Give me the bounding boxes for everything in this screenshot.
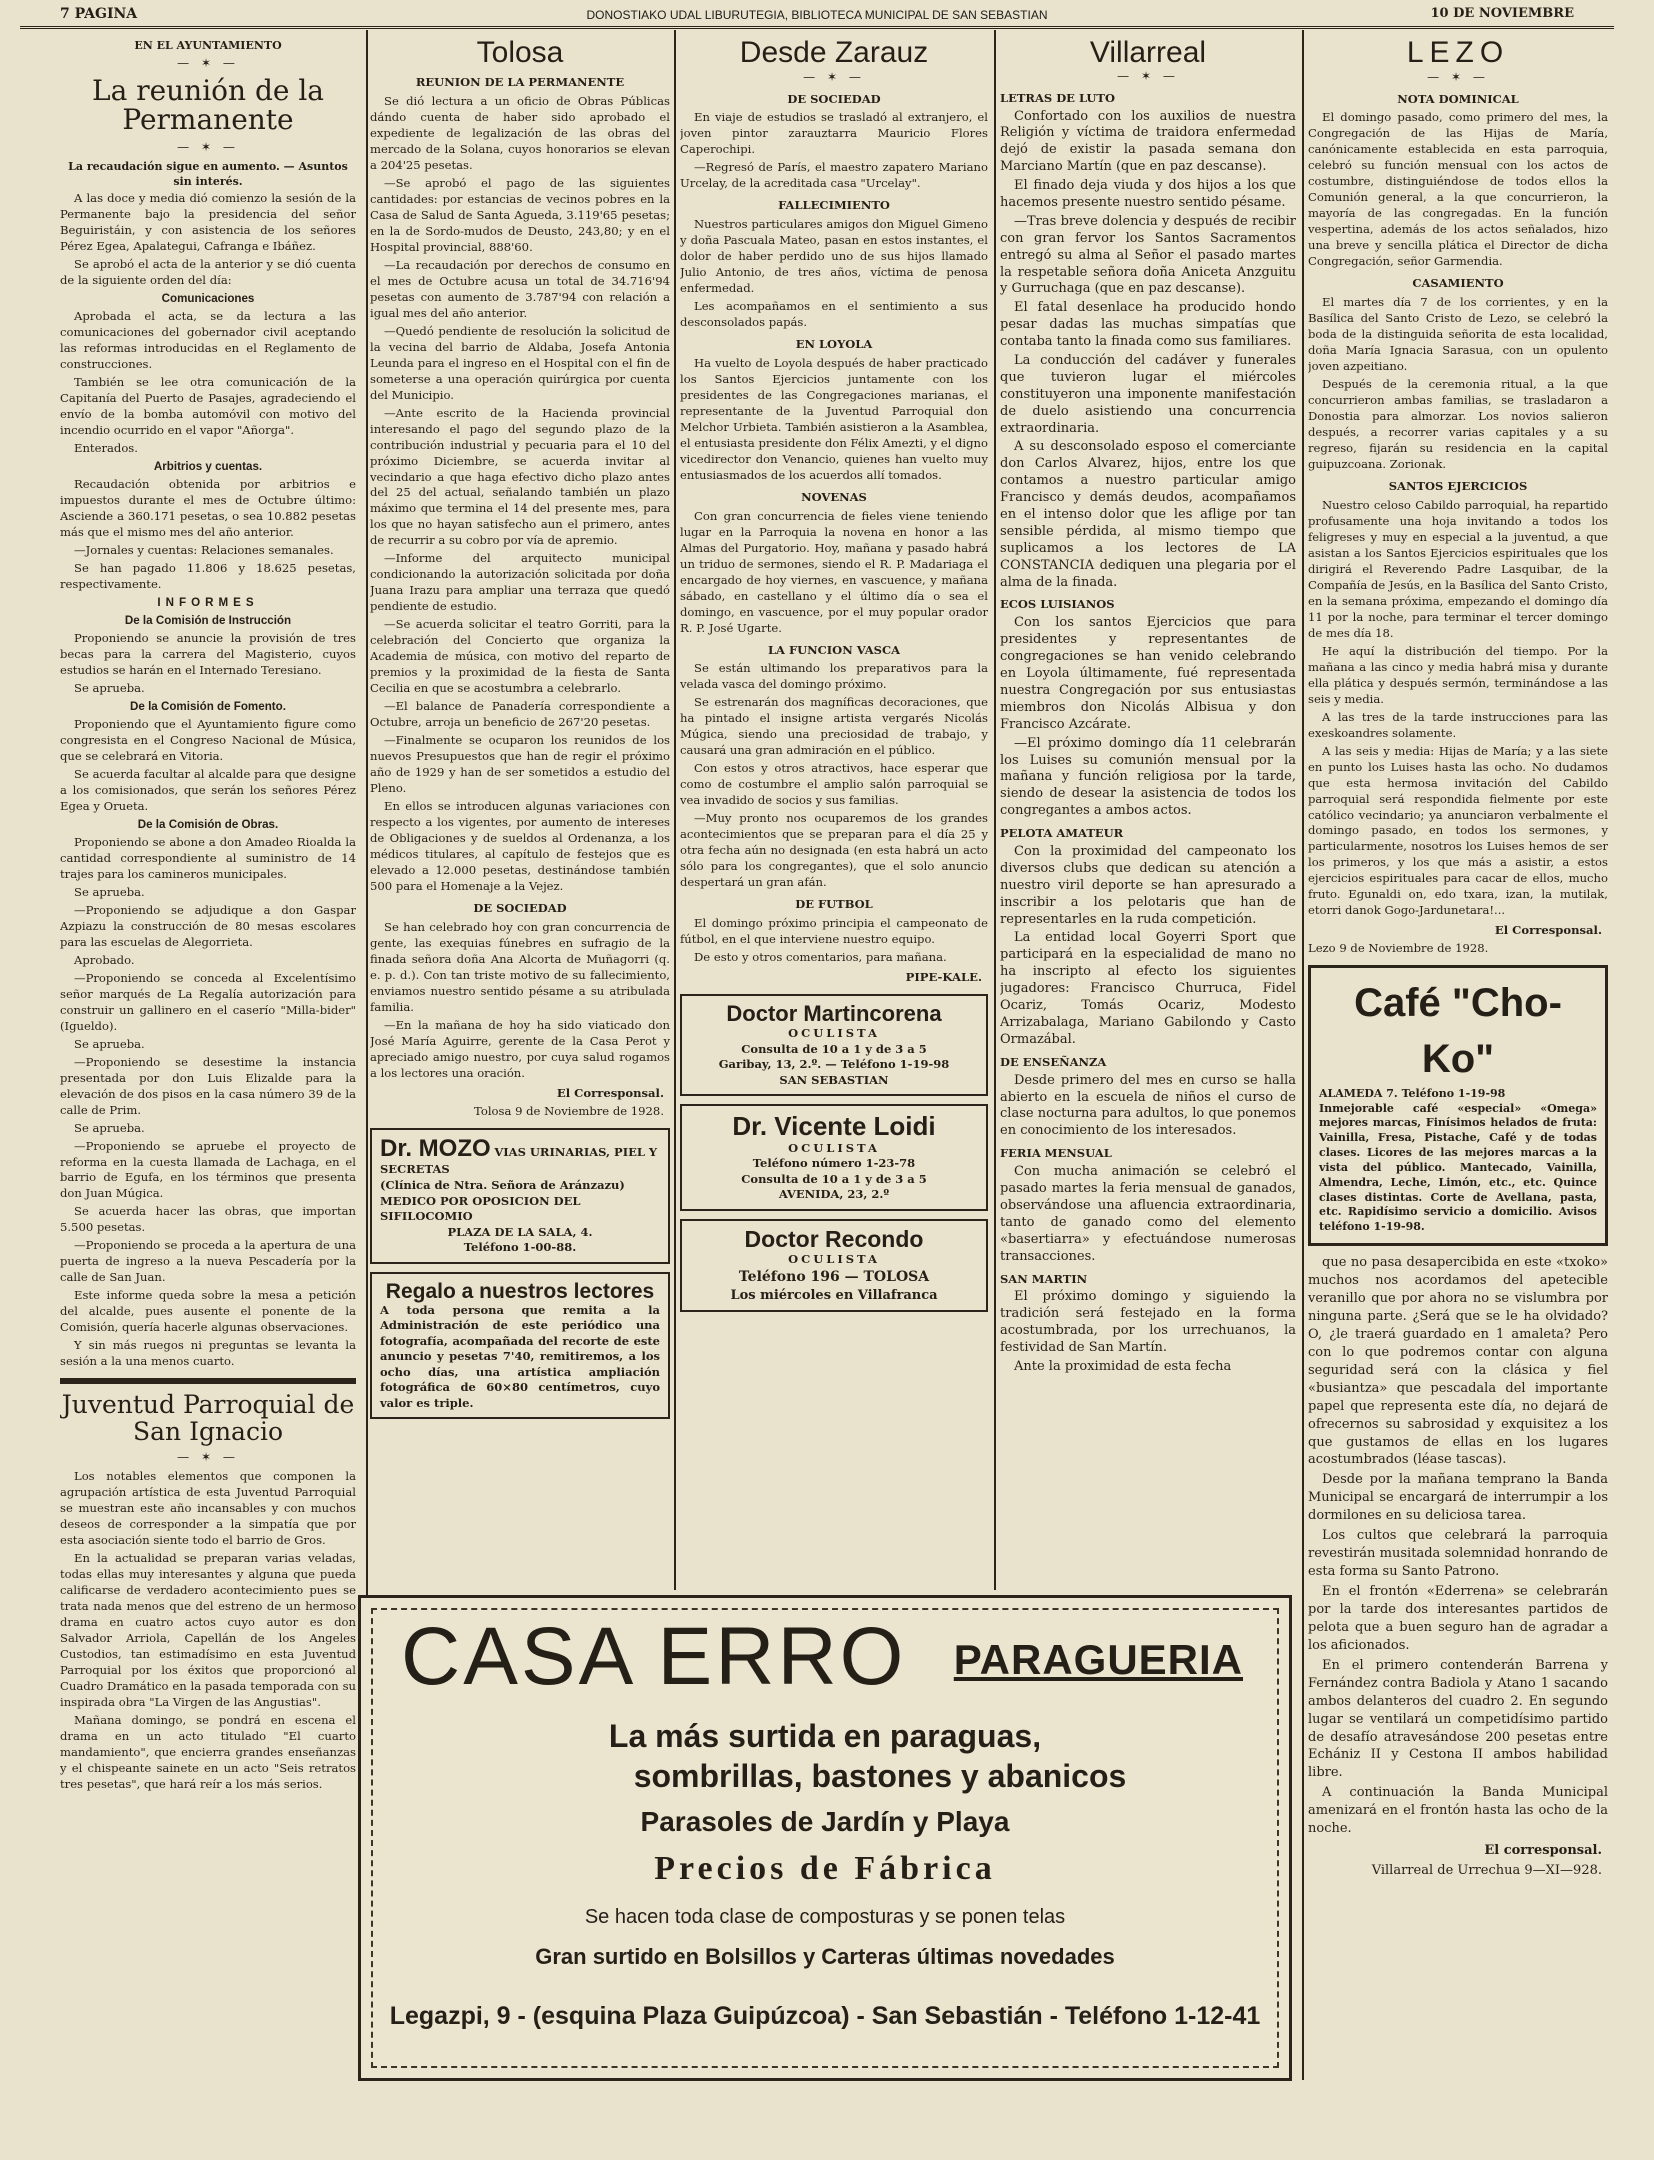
paragraph: A las doce y media dió comienzo la sesión de la Permanente bajo la presidencia del señor Beguiristáin, y con asistencia de los señores Pérez Egea, Apalategui, Cafranga e Ibáñez. bbox=[60, 191, 356, 254]
ornament: — ✶ — bbox=[803, 70, 865, 84]
paragraph: En ellos se introducen algunas variaciones con respecto a los vigentes, por aumento de intereses de Obligaciones y de sueldos al Ordenanza, a los médicos titulares, al capítulo de festejos que es elevado a 12.000 pesetas, destinándose también 500 para el Homenaje a la Vejez. bbox=[370, 799, 670, 894]
paragraph: También se lee otra comunicación de la Capitanía del Puerto de Pasajes, agradeciendo el envío de la bomba automóvil con motivo del incendio ocurrido en el vapor "Añorga". bbox=[60, 375, 356, 438]
library-watermark: DONOSTIAKO UDAL LIBURUTEGIA, BIBLIOTECA MUNICIPAL DE SAN SEBASTIAN bbox=[586, 8, 1048, 22]
paragraph: —Proponiendo se proceda a la apertura de una puerta de ingreso a la nueva Pescadería por la calle de San Juan. bbox=[60, 1238, 356, 1285]
section-heading: De la Comisión de Obras. bbox=[137, 817, 279, 831]
ad-line: SAN SEBASTIAN bbox=[779, 1072, 889, 1087]
paragraph: He aquí la distribución del tiempo. Por la mañana a las cinco y media habrá misa y durante ella plática y después sermón, terminándose a las seis y media. bbox=[1308, 643, 1608, 706]
ad-line: Parasoles de Jardín y Playa bbox=[640, 1806, 1010, 1837]
ad-title: Café "Cho-Ko" bbox=[1354, 981, 1562, 1081]
column-ayuntamiento bbox=[60, 36, 356, 2146]
ad-line: (Clínica de Ntra. Señora de Aránzazu) bbox=[380, 1178, 625, 1193]
ad-name: Doctor Martincorena bbox=[726, 1000, 942, 1026]
paragraph: Se acuerda facultar al alcalde para que designe a los comisionados, que serán los señores Pérez Egea y Orueta. bbox=[60, 766, 356, 813]
ad-line: sombrillas, bastones y abanicos bbox=[633, 1758, 1127, 1794]
paragraph: Los notables elementos que componen la agrupación artística de esta Juventud Parroquial se muestran este año incansables y con muchos deseos de corresponder a la simpatía que por esta asociación siente todo el barrio de Gros. bbox=[60, 1469, 356, 1548]
paragraph: —Finalmente se ocuparon los reunidos de los nuevos Presupuestos que han de regir el próximo año de 1929 y han de ser sometidos a estudio del Pleno. bbox=[370, 733, 670, 796]
section-heading: ECOS LUISIANOS bbox=[1000, 597, 1115, 612]
ornament: — ✶ — bbox=[177, 1449, 239, 1464]
ad-line: Precios de Fábrica bbox=[654, 1850, 996, 1887]
section-heading: NOTA DOMINICAL bbox=[1397, 91, 1519, 106]
ornament: — ✶ — bbox=[177, 56, 239, 71]
paragraph: Este informe queda sobre la mesa a petición del alcalde, pues ausente el ponente de la Comisión, quería hacerle algunas observaciones. bbox=[60, 1288, 356, 1335]
ornament: — ✶ — bbox=[1117, 69, 1179, 83]
paragraph: Con gran concurrencia de fieles viene teniendo lugar en la Parroquia la novena en honor a las Almas del Purgatorio. Hoy, mañana y pasado habrá un triduo de sermones, siendo el R. P. Madariaga el encargado de hoy viernes, en vascuence, y mañana sábado, en castellano y el último día o sea el domingo, en vascuence, por el muy popular orador R. P. José Ugarte. bbox=[680, 508, 988, 635]
correspondent-signature: PIPE-KALE. bbox=[905, 970, 982, 984]
paragraph: El próximo domingo y siguiendo la tradición será festejado en la forma acostumbrada, por los urrechuanos, la festividad de San Martín. bbox=[1000, 1289, 1296, 1356]
ad-name: Doctor Recondo bbox=[744, 1225, 924, 1252]
paragraph: La conducción del cadáver y funerales que tuvieron lugar el miércoles constituyeron una imponente manifestación de duelo asistiendo una concurrencia extraordinaria. bbox=[1000, 353, 1296, 436]
ad-line: Consulta de 10 a 1 y de 3 a 5 bbox=[741, 1171, 927, 1186]
section-heading: CASAMIENTO bbox=[1412, 276, 1504, 291]
ornament: — ✶ — bbox=[1427, 70, 1489, 84]
article-title: Juventud Parroquial de San Ignacio bbox=[61, 1390, 355, 1446]
paragraph: Desde por la mañana temprano la Banda Municipal se encargará de interrumpir a los dormilones en su deliciosa tarea. bbox=[1308, 1472, 1608, 1524]
section-heading: INFORMES bbox=[157, 596, 259, 610]
dateline: Tolosa 9 de Noviembre de 1928. bbox=[474, 1103, 664, 1118]
paragraph: Con los santos Ejercicios que para presidentes y representantes de congregaciones se han venido celebrando en Loyola últimamente, fué representada nuestra Congregación por sus entusiastas miembros don Nicolás Albisua y don Francisco Azcárate. bbox=[1000, 615, 1296, 732]
paragraph: A continuación la Banda Municipal amenizará en el frontón hasta las ocho de la noche. bbox=[1308, 1785, 1608, 1837]
paragraph: Aprobada el acta, se da lectura a las comunicaciones del gobernador civil aceptando las reformas introducidas en el Reglamento de construcciones. bbox=[60, 309, 356, 372]
paragraph: La entidad local Goyerri Sport que participará en la especialidad de mano no ha inscripto al efecto los siguientes jugadores: Francisco Churruca, Fidel Ocariz, Tomás Ocariz, Modesto Arrizabalaga, Mariano Gabilondo y Casto Ormazábal. bbox=[1000, 930, 1296, 1047]
ad-line: Inmejorable café «especial» «Omega» mejores marcas, Finísimos helados de fruta: Vainilla, Fresa, Pistache, Café y de todas clases. Licores de las mejores marcas a la vista del público. Mantecado, Vainilla, Almendra, Leche, Limón, etc., etc. Quince clases distintas. Corte de Avellana, pasta, etc. Rapidísimo servicio a domicilio. Avisos teléfono 1-19-98. bbox=[1319, 1101, 1597, 1234]
ad-line: PLAZA DE LA SALA, 4. bbox=[447, 1224, 593, 1239]
section-heading: SANTOS EJERCICIOS bbox=[1388, 478, 1528, 493]
ad-line: Teléfono 196 — TOLOSA bbox=[738, 1268, 930, 1285]
paragraph: —La recaudación por derechos de consumo en el mes de Octubre acusa un total de 34.716'94 pesetas con aumento de 3.787'94 con relación a igual mes del año anterior. bbox=[370, 257, 670, 320]
paragraph: El fatal desenlace ha producido hondo pesar dadas las muchas simpatías que contaba tanto la finada como sus familiares. bbox=[1000, 300, 1296, 350]
section-heading: FALLECIMIENTO bbox=[778, 198, 890, 213]
paragraph: A las tres de la tarde instrucciones para las exeskoandres solamente. bbox=[1308, 709, 1608, 740]
paragraph: Les acompañamos en el sentimiento a sus desconsolados papás. bbox=[680, 299, 988, 330]
section-heading: FERIA MENSUAL bbox=[1000, 1146, 1112, 1161]
paragraph: Confortado con los auxilios de nuestra Religión y víctima de traidora enfermedad dejó de existir la pasada semana don Marciano Martín (que en paz descanse). bbox=[1000, 108, 1296, 175]
ad-line: Garibay, 13, 2.º. — Teléfono 1-19-98 bbox=[718, 1057, 950, 1072]
paragraph: Nuestros particulares amigos don Miguel Gimeno y doña Pascuala Mateo, pasan en estos instantes, el dolor de haber perdido uno de sus hijos llamado Julio Antonio, de tres años, víctima de penosa enfermedad. bbox=[680, 217, 988, 296]
paragraph: Se aprobó el acta de la anterior y se dió cuenta de la siguiente orden del día: bbox=[60, 257, 356, 288]
section-heading: Arbitrios y cuentas. bbox=[153, 460, 263, 474]
issue-date: 10 DE NOVIEMBRE bbox=[1430, 6, 1574, 21]
ad-line: MEDICO POR OPOSICION DEL SIFILOCOMIO bbox=[380, 1193, 581, 1224]
ad-line: La más surtida en paraguas, bbox=[608, 1718, 1042, 1754]
paragraph: Enterados. bbox=[74, 441, 138, 456]
paragraph: Con estos y otros atractivos, hace esperar que como de costumbre el amplio salón parroquial se vea invadido de socios y sus familias. bbox=[680, 761, 988, 808]
dateline: Villarreal de Urrechua 9—XI—928. bbox=[1371, 1863, 1602, 1879]
ad-cafe-choko bbox=[1308, 965, 1608, 1246]
ad-specialty: OCULISTA bbox=[788, 1140, 880, 1155]
paragraph: El domingo pasado, como primero del mes, la Congregación de las Hijas de María, canónicamente establecida en esta parroquia, celebró su función mensual con los actos de costumbre, distinguiéndose de todos ellos la Comunión general, a la que concurrieron, la mayoría de las congregadas. En la función vespertina, además de los actos señalados, hizo una breve y sencilla plática el Director de dicha Congregación, señor Garmendia. bbox=[1308, 110, 1608, 269]
ad-line: Teléfono número 1-23-78 bbox=[752, 1156, 916, 1171]
town-heading: Villarreal bbox=[1089, 36, 1207, 69]
paragraph: —En la mañana de hoy ha sido viaticado don José María Aguirre, gerente de la Casa Perot y apreciado amigo nuestro, por cuya salud rogamos a los lectores una oración. bbox=[370, 1017, 670, 1080]
ad-line: Gran surtido en Bolsillos y Carteras últimas novedades bbox=[535, 1944, 1115, 1969]
paragraph: —Proponiendo se apruebe el proyecto de reforma en la cuesta llamada de Lachaga, en el barrio de Egufa, en los términos que presenta don Juan Múgica. bbox=[60, 1138, 356, 1201]
column-rule bbox=[994, 30, 996, 1590]
town-heading: Desde Zarauz bbox=[739, 36, 929, 69]
town-heading: Tolosa bbox=[476, 36, 564, 69]
ad-dr-recondo bbox=[680, 1219, 988, 1312]
section-heading: PELOTA AMATEUR bbox=[1000, 826, 1124, 841]
paragraph: —Proponiendo se conceda al Excelentísimo señor marqués de La Regalía autorización para construir un gallinero en el caserío "Milla-bider" (Igueldo). bbox=[60, 970, 356, 1033]
ad-line: ALAMEDA 7. Teléfono 1-19-98 bbox=[1319, 1086, 1506, 1100]
section-heading: SAN MARTIN bbox=[1000, 1271, 1088, 1286]
page-header bbox=[20, 4, 1614, 29]
ad-headline: CASA ERRO bbox=[401, 1611, 907, 1702]
paragraph: Se acuerda hacer las obras, que importan 5.500 pesetas. bbox=[60, 1204, 356, 1235]
ad-dr-mozo bbox=[370, 1128, 670, 1264]
ad-dr-loidi bbox=[680, 1104, 988, 1211]
ad-line: Teléfono 1-00-88. bbox=[463, 1240, 577, 1255]
column-villarreal bbox=[1000, 36, 1296, 1586]
paragraph: Se aprueba. bbox=[74, 1036, 145, 1051]
paragraph: Se están ultimando los preparativos para la velada vasca del domingo próximo. bbox=[680, 661, 988, 692]
paragraph: En viaje de estudios se trasladó al extranjero, el joven pintor zarauztarra Mauricio Flores Caperochipi. bbox=[680, 110, 988, 157]
ad-casa-erro bbox=[358, 1595, 1292, 2081]
ornament: — ✶ — bbox=[177, 139, 239, 154]
paragraph: —Quedó pendiente de resolución la solicitud de la vecina del barrio de Aldaba, Josefa Antonia Leunda para el ingreso en el Hospital con el fin de someterse a una operación quirúrgica por cuenta del Municipio. bbox=[370, 323, 670, 402]
section-heading: LETRAS DE LUTO bbox=[1000, 90, 1115, 105]
paragraph: —Informe del arquitecto municipal condicionando la autorización solicitada por doña Juana Irazu para ampliar una terraza que quedó pendiente de estudio. bbox=[370, 551, 670, 614]
paragraph: —Proponiendo se adjudique a don Gaspar Azpiazu la construcción de 80 mesas escolares para las escuelas de Alegorrieta. bbox=[60, 902, 356, 949]
section-kicker: EN EL AYUNTAMIENTO bbox=[134, 39, 282, 52]
ad-line: Legazpi, 9 - (esquina Plaza Guipúzcoa) - San Sebastián - Teléfono 1-12-41 bbox=[389, 2002, 1261, 2030]
paragraph: De esto y otros comentarios, para mañana. bbox=[694, 950, 947, 965]
ad-tagline: PARAGUERIA bbox=[953, 1636, 1243, 1683]
ad-dr-martincorena bbox=[680, 994, 988, 1096]
paragraph: Desde primero del mes en curso se halla abierto en la escuela de niños el curso de clase nocturna para adultos, lo que ponemos en conocimiento de los interesados. bbox=[1000, 1072, 1296, 1139]
paragraph: A las seis y media: Hijas de María; y a las siete en punto los Luises hasta las ocho. No dudamos que esta hermosa invitación del Cabildo parroquial será respondida fielmente por este católico vecindario; ya anunciaron verbalmente el domingo pasado, en todos los sermones, y particularmente, nosotros los Luises hemos de ser los primeros, y los que más a asistir, a estos ejercicios espirituales para cacar de ellos, mucho fruto. Egunaldi on, edo txara, izan, la mutilak, etorri danok Gogo-Jardunetara!... bbox=[1308, 743, 1608, 918]
paragraph: Se aprueba. bbox=[74, 1120, 145, 1135]
paragraph: Mañana domingo, se pondrá en escena el drama en un acto titulado "El cuarto mandamiento", que encierra grandes enseñanzas y el chispeante sainete en un acto "Seis retratos tres pesetas", que hará reír a los más serios. bbox=[60, 1713, 356, 1792]
paragraph: Proponiendo se abone a don Amadeo Rioalda la cantidad correspondiente al suministro de 14 trajes para los camineros municipales. bbox=[60, 834, 356, 881]
column-tolosa bbox=[370, 36, 670, 1586]
paragraph: —El próximo domingo día 11 celebrarán los Luises su comunión mensual por la mañana y función religiosa por la tarde, siendo de desear la asistencia de todos los congregantes a ambos actos. bbox=[1000, 735, 1296, 819]
section-heading: DE SOCIEDAD bbox=[787, 91, 881, 106]
paragraph: En el primero contenderán Barrena y Fernández contra Badiola y Atano 1 sacando ambos delanteros del cuadro 2. En segundo lugar se ventilará un competidísimo partido de desafío atravesándose 200 pesetas entre Echániz II y Cestona II ambos habilidad libre. bbox=[1308, 1657, 1608, 1781]
paragraph: —El balance de Panadería correspondiente a Octubre, arroja un beneficio de 267'20 pesetas. bbox=[370, 699, 670, 730]
paragraph: Se aprueba. bbox=[74, 680, 145, 695]
paragraph: El finado deja viuda y dos hijos a los que hacemos presente nuestro sentido pésame. bbox=[1000, 178, 1296, 210]
ad-line: Los miércoles en Villafranca bbox=[730, 1287, 938, 1303]
dateline: Lezo 9 de Noviembre de 1928. bbox=[1308, 941, 1489, 956]
paragraph: Recaudación obtenida por arbitrios e impuestos durante el mes de Octubre último: Asciende a 360.171 pesetas, o sea 10.882 pesetas más que el mismo mes del año anterior. bbox=[60, 477, 356, 540]
ad-line: AVENIDA, 23, 2.º bbox=[778, 1187, 890, 1202]
paragraph: —Tras breve dolencia y después de recibir con gran fervor los Santos Sacramentos entregó su alma al Señor el pasado martes la respetable señora doña Aniceta Anzguitu y Gurruchaga (que en paz descanse). bbox=[1000, 213, 1296, 297]
paragraph: Los cultos que celebrará la parroquia revestirán musitada solemnidad honrando de esta forma su Santo Patrono. bbox=[1308, 1528, 1608, 1580]
paragraph: Aprobado. bbox=[74, 952, 135, 967]
article-title: La reunión de la Permanente bbox=[92, 73, 324, 137]
paragraph: Después de la ceremonia ritual, a la que concurrieron ambas familias, se trasladaron a Donostia para almorzar. Los novios salieron después, a recorrer varias capitales y a su regreso, fijarán su residencia en la capital guipuzcoana. Zorionak. bbox=[1308, 377, 1608, 471]
section-divider bbox=[60, 1378, 356, 1384]
section-heading: Comunicaciones bbox=[161, 292, 255, 306]
paragraph: Se han pagado 11.806 y 18.625 pesetas, respectivamente. bbox=[60, 561, 356, 592]
paragraph: Se han celebrado hoy con gran concurrencia de gente, las exequias fúnebres en sufragio de la finada señora doña Ana Alcorta de Muñagorri (q. e. p. d.). Con tan triste motivo de su fallecimiento, enviamos nuestro sentido pésame a su atribulada familia. bbox=[370, 919, 670, 1014]
paragraph: Con mucha animación se celebró el pasado martes la feria mensual de ganados, observándose una afluencia extraordinaria, tanto de ganado como del elemento «basertiarra» y efectuándose numerosas transacciones. bbox=[1000, 1164, 1296, 1264]
paragraph: Proponiendo que el Ayuntamiento figure como congresista en el Congreso Nacional de Música, que se celebrará en Vitoria. bbox=[60, 716, 356, 763]
paragraph: Se estrenarán dos magníficas decoraciones, que ha pintado el insigne artista vergarés Nicolás Múgica, siendo una preciosidad de trabajo, y causará una gran admiración en el público. bbox=[680, 695, 988, 758]
section-heading: DE FUTBOL bbox=[795, 897, 873, 912]
paragraph: —Regresó de París, el maestro zapatero Mariano Urcelay, de la acreditada casa "Urcelay". bbox=[680, 160, 988, 191]
section-heading: DE ENSEÑANZA bbox=[1000, 1054, 1107, 1069]
ad-specialty: OCULISTA bbox=[788, 1252, 880, 1267]
section-heading: De la Comisión de Instrucción bbox=[124, 614, 292, 627]
column-zarauz bbox=[680, 36, 988, 1586]
article-subtitle: La recaudación sigue en aumento. — Asuntos sin interés. bbox=[68, 160, 348, 189]
ad-name: Dr. MOZO bbox=[380, 1134, 491, 1162]
paragraph: A su desconsolado esposo el comerciante don Carlos Alvarez, hijos, entre los que contamos a nuestro particular amigo Francisco y demás deudos, acompañamos en el intenso dolor que les aflige por tan sensible pérdida, al mismo tiempo que suplicamos a los lectores de LA CONSTANCIA dediquen una plegaria por el alma de la finada. bbox=[1000, 439, 1296, 590]
paragraph: Y sin más ruegos ni preguntas se levanta la sesión a la una menos cuarto. bbox=[60, 1338, 356, 1369]
paragraph: El domingo próximo principia el campeonato de fútbol, en el que interviene nuestro equipo. bbox=[680, 916, 988, 947]
ad-line: Consulta de 10 a 1 y de 3 a 5 bbox=[741, 1041, 927, 1056]
section-heading: NOVENAS bbox=[801, 489, 867, 504]
paragraph: —Ante escrito de la Hacienda provincial interesando el pago del segundo plazo de la contribución industrial y pecuaria para el 10 del próximo Diciembre, se acuerda invitar al vecindario a que haga efectivo dicho plazo antes del 25 del actual, señalando también un plazo máximo que termina el 14 del presente mes, para los que no hayan satisfecho aun el primero, antes de recurrir a su cobro por vía de apremio. bbox=[370, 405, 670, 548]
ad-name: Dr. Vicente Loidi bbox=[732, 1111, 936, 1142]
column-rule bbox=[1302, 30, 1304, 2080]
ad-specialty: VIAS URINARIAS, PIEL Y SECRETAS bbox=[380, 1144, 658, 1177]
paragraph: Nuestro celoso Cabildo parroquial, ha repartido profusamente una hoja invitando a todos los feligreses y muy en especial a la juventud, a que asistan a los Santos Ejercicios espirituales que los dirigirá el Reverendo Padre Lasquibar, de la Compañía de Jesús, en la Basílica del Santo Cristo, en la semana próxima, empezando el domingo día 11 por la noche, para terminar el tercer domingo de mes día 18. bbox=[1308, 497, 1608, 640]
section-heading: De la Comisión de Fomento. bbox=[130, 699, 286, 713]
paragraph: Con la proximidad del campeonato los diversos clubs que dedican su atención a nuestro viril deporte se han apresurado a inscribir a los pelotaris que han de representarles en la ruda competición. bbox=[1000, 844, 1296, 927]
paragraph: El martes día 7 de los corrientes, y en la Basílica del Santo Cristo de Lezo, se celebró la boda de la distinguida señorita de esta localidad, doña María Ignacia Sarasua, con un opulento joven azpeitiano. bbox=[1308, 295, 1608, 374]
section-heading: LA FUNCION VASCA bbox=[767, 642, 901, 657]
section-heading: DE SOCIEDAD bbox=[473, 901, 567, 916]
ad-specialty: OCULISTA bbox=[788, 1026, 880, 1041]
paragraph: —Jornales y cuentas: Relaciones semanales. bbox=[74, 543, 334, 558]
paragraph: Ha vuelto de Loyola después de haber practicado los Santos Ejercicios juntamente con los presidentes de las Congregaciones marianas, el representante de la Juventud Parroquial don Melchor Urbieta. También asistieron a la Asamblea, el entusiasta presidente don Félix Amezti, y el digno vicedirector don Venancio, quienes han vuelto muy entusiasmados de los acuerdos allí tomados. bbox=[680, 355, 988, 482]
paragraph: Proponiendo se anuncie la provisión de tres becas para la carrera del Magisterio, cuyos estudios se harán en el Internado Teresiano. bbox=[60, 630, 356, 677]
paragraph: Se dió lectura a un oficio de Obras Públicas dándo cuenta de haber sido aprobado el expediente de legalización de las obras del mercado de la Solana, cuyos honorarios se elevan a 204'25 pesetas. bbox=[370, 93, 670, 172]
paragraph: —Se aprobó el pago de las siguientes cantidades: por estancias de vecinos pobres en la Casa de Salud de Santa Agueda, 3.119'65 pesetas; en la de Sordo-mudos de Deusto, 243,80; y en el Hospital provincial, 888'60. bbox=[370, 175, 670, 254]
paragraph: Se aprueba. bbox=[74, 884, 145, 899]
correspondent-signature: El corresponsal. bbox=[1484, 1843, 1602, 1859]
paragraph: En el frontón «Ederrena» se celebrarán por la tarde dos interesantes partidos de pelota que a buen seguro han de agradar a los aficionados. bbox=[1308, 1584, 1608, 1653]
section-heading: REUNION DE LA PERMANENTE bbox=[415, 75, 625, 89]
section-heading: EN LOYOLA bbox=[795, 337, 873, 352]
paragraph: que no pasa desapercibida en este «txoko» muchos nos acordamos del apetecible veranillo que por ahora no se vislumbra por ninguna parte. ¿Será que se le ha olvidado? O, ¿le traerá guardado en 1 amaleta? Pero con lo que podremos contar con alguna seguridad será con la clásica y fiel «busiantza» que pescadala del importante papel que representa este día, no dejará de ofrecernos su sabrosidad y exquisitez a los que gustamos de ellas en los lugares acostumbrados (léase tascas). bbox=[1308, 1255, 1608, 1468]
paragraph: Ante la proximidad de esta fecha bbox=[1014, 1359, 1232, 1374]
column-rule bbox=[674, 30, 676, 1590]
ad-line: Se hacen toda clase de composturas y se ponen telas bbox=[584, 1906, 1066, 1928]
correspondent-signature: El Corresponsal. bbox=[556, 1085, 664, 1100]
correspondent-signature: El Corresponsal. bbox=[1494, 923, 1602, 938]
ad-title: Regalo a nuestros lectores bbox=[385, 1279, 655, 1303]
column-lezo bbox=[1308, 36, 1608, 2146]
ad-text: A toda persona que remita a la Administración de este periódico una fotografía, acompañada del recorte de este anuncio y pesetas 7'40, remitiremos, a los ocho días, una artística ampliación fotográfica de 60×80 centímetros, cuyo valor es triple. bbox=[380, 1302, 660, 1410]
page-number: 7 PAGINA bbox=[60, 6, 138, 22]
paragraph: En la actualidad se preparan varias veladas, todas ellas muy interesantes y alguna que pueda calificarse de verdadero acontecimiento pues se trata nada menos que del estreno de un hermoso drama en cuatro actos cuyo autor es don Salvador Arriola, Capellán de los Angeles Custodios, tan estimadísimo en esta Juventud Parroquial por los éxitos que proporcionó al Cuadro Dramático en la pasada temporada con su inspirada obra "La Virgen de las Angustias". bbox=[60, 1551, 356, 1710]
ad-regalo bbox=[370, 1272, 670, 1420]
paragraph: —Se acuerda solicitar el teatro Gorriti, para la celebración del Concierto que organiza la Academia de música, con motivo del reparto de premios y la proximidad de la fiesta de Santa Cecilia en que se acostumbra a celebrarlo. bbox=[370, 617, 670, 696]
town-heading: LEZO bbox=[1406, 36, 1510, 69]
paragraph: —Muy pronto nos ocuparemos de los grandes acontecimientos que se preparan para el día 25 y otra fecha aún no designada (en esta habrá un acto sólo para los congregantes), que el solo anuncio despertará un gran afán. bbox=[680, 811, 988, 890]
paragraph: —Proponiendo se desestime la instancia presentada por don Luis Elizalde para la elevación de dos pisos en la casa número 39 de la calle de Prim. bbox=[60, 1054, 356, 1117]
